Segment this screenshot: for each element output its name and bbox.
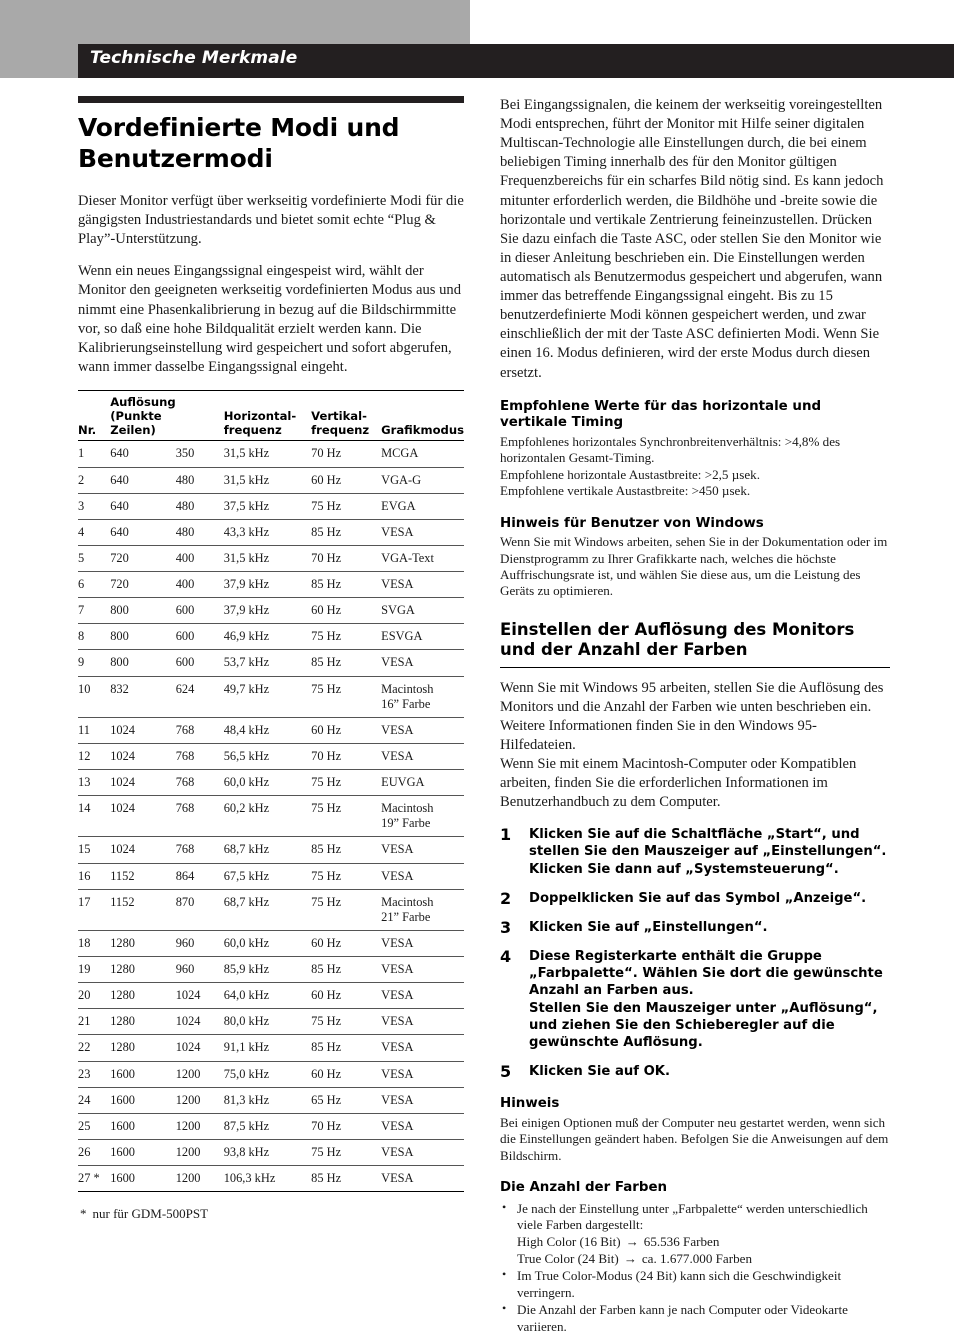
- table-row: [78, 717, 464, 743]
- cell-graphics-mode: EUVGA: [381, 770, 464, 796]
- col-header-nr: Nr.: [78, 395, 110, 441]
- settings-step: [500, 948, 890, 1051]
- cell-nr: 17: [78, 889, 110, 930]
- bullet-text: Im True Color-Modus (24 Bit) kann sich die Geschwindigkeit verringern.: [517, 1268, 842, 1300]
- settings-step: [500, 1063, 890, 1080]
- col-header-lines: [176, 395, 224, 441]
- table-row: [78, 598, 464, 624]
- step-number: 1: [500, 825, 512, 845]
- bullet-text: Die Anzahl der Farben kann je nach Computer oder Videokarte variieren.: [517, 1302, 848, 1334]
- step-text-continued: Stellen Sie den Mauszeiger unter „Auflösung“, und ziehen Sie den Schieberegler auf die gewünschte Auflösung.: [529, 1000, 878, 1050]
- cell-horizontal-frequency: 87,5 kHz: [224, 1113, 311, 1139]
- cell-horizontal-frequency: 46,9 kHz: [224, 624, 311, 650]
- cell-lines: 480: [176, 493, 224, 519]
- cell-nr: 15: [78, 837, 110, 863]
- table-row: [78, 467, 464, 493]
- cell-nr: 14: [78, 796, 110, 837]
- cell-vertical-frequency: 60 Hz: [311, 983, 381, 1009]
- cell-horizontal-frequency: 37,9 kHz: [224, 598, 311, 624]
- col-header-horizontal: [224, 395, 311, 441]
- cell-lines: 960: [176, 930, 224, 956]
- cell-lines: 600: [176, 624, 224, 650]
- cell-vertical-frequency: 85 Hz: [311, 650, 381, 676]
- cell-dots: 640: [110, 467, 176, 493]
- cell-nr: 3: [78, 493, 110, 519]
- cell-dots: 1024: [110, 837, 176, 863]
- hinweis-text: Bei einigen Optionen muß der Computer neu gestartet werden, wenn sich die Einstellungen geändert haben. Befolgen Sie die Anweisungen auf dem Bildschirm.: [500, 1114, 889, 1163]
- cell-graphics-mode: VESA: [381, 1061, 464, 1087]
- col-header-horizontal-line1: Horizontal-: [223, 409, 297, 424]
- intro-paragraph-2: Wenn ein neues Eingangssignal eingespeist wird, wählt der Monitor den geeigneten werkseitig vordefinierten Modus aus und nimmt eine Phasenkalibrierung in bezug auf die Bildschirmmitte vor, so daß eine hohe Bildqualität erzielt werden kann. Die Kalibrierungseinstellung wird gespeichert und sofort abgerufen, wann immer dasselbe Eingangssignal eingeht.: [78, 263, 461, 375]
- cell-graphics-mode: VESA: [381, 1166, 464, 1192]
- settings-steps-list: [500, 826, 890, 1080]
- step-text: Klicken Sie auf die Schaltfläche „Start“, und stellen Sie den Mauszeiger auf „Einstellungen“. Klicken Sie dann auf „Systemsteuerung“.: [529, 827, 887, 877]
- cell-lines: 600: [176, 598, 224, 624]
- cell-horizontal-frequency: 31,5 kHz: [224, 467, 311, 493]
- bullet-dot-icon: •: [502, 1199, 507, 1214]
- cell-lines: 768: [176, 770, 224, 796]
- bullet-text: Je nach der Einstellung unter „Farbpalette“ werden unterschiedlich viele Farben dargestellt:: [517, 1200, 868, 1233]
- cell-graphics-mode: VESA: [381, 1035, 464, 1061]
- table-row: [78, 572, 464, 598]
- cell-graphics-mode: VESA: [381, 1087, 464, 1113]
- table-footnote: [78, 1206, 464, 1222]
- graphics-mode-line2: 16” Farbe: [381, 696, 431, 711]
- table-row: [78, 957, 464, 983]
- cell-vertical-frequency: 75 Hz: [311, 493, 381, 519]
- cell-graphics-mode: VESA: [381, 837, 464, 863]
- bullet-dot-icon: •: [502, 1267, 507, 1282]
- cell-nr: 1: [78, 441, 110, 467]
- table-row: [78, 1061, 464, 1087]
- cell-vertical-frequency: 75 Hz: [311, 676, 381, 717]
- cell-vertical-frequency: 60 Hz: [311, 930, 381, 956]
- table-row: [78, 1009, 464, 1035]
- cell-dots: 1152: [110, 863, 176, 889]
- cell-dots: 1600: [110, 1113, 176, 1139]
- cell-nr: 18: [78, 930, 110, 956]
- cell-dots: 1024: [110, 717, 176, 743]
- preset-modes-table: [78, 390, 464, 1192]
- step-text: Diese Registerkarte enthält die Gruppe „Farbpalette“. Wählen Sie dort die gewünschte Anzahl an Farben aus.: [529, 949, 883, 999]
- cell-graphics-mode: VESA: [381, 717, 464, 743]
- settings-step: [500, 826, 890, 877]
- cell-graphics-mode: VESA: [381, 957, 464, 983]
- page-title: Vordefinierte Modi und Benutzermodi: [78, 113, 400, 173]
- cell-vertical-frequency: 85 Hz: [311, 1035, 381, 1061]
- cell-dots: 1024: [110, 796, 176, 837]
- table-row: [78, 770, 464, 796]
- cell-horizontal-frequency: 53,7 kHz: [224, 650, 311, 676]
- table-head: [78, 390, 464, 440]
- cell-nr: 21: [78, 1009, 110, 1035]
- cell-vertical-frequency: 70 Hz: [311, 743, 381, 769]
- cell-nr: 4: [78, 519, 110, 545]
- settings-step: [500, 919, 890, 936]
- timing-line-1: Empfohlene horizontale Austastbreite: >2,5 µsek.: [500, 466, 761, 482]
- table-row: [78, 650, 464, 676]
- col-header-resolution-line3: Zeilen): [110, 423, 156, 438]
- timing-heading: Empfohlene Werte für das horizontale und vertikale Timing: [500, 398, 822, 431]
- farben-bullet-list: [500, 1201, 890, 1336]
- step-number: 3: [500, 917, 512, 937]
- table-row: [78, 441, 464, 467]
- step-text: Klicken Sie auf „Einstellungen“.: [529, 919, 768, 935]
- table-row: [78, 1113, 464, 1139]
- cell-vertical-frequency: 75 Hz: [311, 1009, 381, 1035]
- title-rule: [78, 96, 464, 103]
- cell-horizontal-frequency: 93,8 kHz: [224, 1139, 311, 1165]
- cell-horizontal-frequency: 48,4 kHz: [224, 717, 311, 743]
- cell-graphics-mode: [381, 796, 464, 837]
- cell-horizontal-frequency: 67,5 kHz: [224, 863, 311, 889]
- cell-graphics-mode: VESA: [381, 1009, 464, 1035]
- color-depth-label: True Color (24 Bit): [517, 1250, 619, 1266]
- cell-nr: 24: [78, 1087, 110, 1113]
- table-row: [78, 889, 464, 930]
- cell-dots: 1280: [110, 930, 176, 956]
- right-column: [500, 96, 890, 1337]
- cell-nr: 26: [78, 1139, 110, 1165]
- cell-horizontal-frequency: 43,3 kHz: [224, 519, 311, 545]
- cell-lines: 1200: [176, 1113, 224, 1139]
- cell-graphics-mode: VESA: [381, 983, 464, 1009]
- cell-dots: 640: [110, 493, 176, 519]
- cell-vertical-frequency: 75 Hz: [311, 624, 381, 650]
- cell-dots: 1600: [110, 1061, 176, 1087]
- arrow-right-icon: →: [623, 1250, 637, 1266]
- cell-dots: 1600: [110, 1139, 176, 1165]
- cell-graphics-mode: VESA: [381, 1139, 464, 1165]
- cell-nr: 22: [78, 1035, 110, 1061]
- cell-nr: 20: [78, 983, 110, 1009]
- cell-horizontal-frequency: 56,5 kHz: [224, 743, 311, 769]
- cell-graphics-mode: [381, 676, 464, 717]
- cell-horizontal-frequency: 49,7 kHz: [224, 676, 311, 717]
- cell-dots: 1600: [110, 1087, 176, 1113]
- color-depth-label: High Color (16 Bit): [517, 1233, 621, 1249]
- table-row: [78, 519, 464, 545]
- cell-nr: 11: [78, 717, 110, 743]
- table-row: [78, 1035, 464, 1061]
- cell-dots: 832: [110, 676, 176, 717]
- cell-horizontal-frequency: 31,5 kHz: [224, 441, 311, 467]
- cell-graphics-mode: VESA: [381, 572, 464, 598]
- cell-lines: 960: [176, 957, 224, 983]
- cell-vertical-frequency: 75 Hz: [311, 1139, 381, 1165]
- settings-step: [500, 890, 890, 907]
- cell-lines: 768: [176, 717, 224, 743]
- table-row: [78, 930, 464, 956]
- cell-graphics-mode: VGA-G: [381, 467, 464, 493]
- cell-vertical-frequency: 70 Hz: [311, 1113, 381, 1139]
- cell-horizontal-frequency: 31,5 kHz: [224, 545, 311, 571]
- cell-vertical-frequency: 60 Hz: [311, 467, 381, 493]
- cell-dots: 800: [110, 598, 176, 624]
- cell-vertical-frequency: 75 Hz: [311, 889, 381, 930]
- footnote-text: nur für GDM-500PST: [92, 1206, 209, 1222]
- table-row: [78, 837, 464, 863]
- cell-nr: 2: [78, 467, 110, 493]
- bullet-dot-icon: •: [502, 1301, 507, 1316]
- cell-horizontal-frequency: 91,1 kHz: [224, 1035, 311, 1061]
- step-text: Doppelklicken Sie auf das Symbol „Anzeige“.: [529, 890, 867, 906]
- cell-lines: 600: [176, 650, 224, 676]
- hinweis-heading: Hinweis: [500, 1096, 560, 1112]
- cell-dots: 1280: [110, 1009, 176, 1035]
- graphics-mode-line1: Macintosh: [381, 894, 434, 909]
- table-header-row: [78, 395, 464, 441]
- cell-graphics-mode: SVGA: [381, 598, 464, 624]
- cell-horizontal-frequency: 37,5 kHz: [224, 493, 311, 519]
- cell-lines: 864: [176, 863, 224, 889]
- cell-lines: 1200: [176, 1061, 224, 1087]
- graphics-mode-line2: 21” Farbe: [381, 909, 431, 924]
- cell-dots: 1600: [110, 1166, 176, 1192]
- cell-lines: 1200: [176, 1166, 224, 1192]
- cell-nr: 7: [78, 598, 110, 624]
- cell-dots: 800: [110, 624, 176, 650]
- cell-graphics-mode: VESA: [381, 863, 464, 889]
- cell-vertical-frequency: 70 Hz: [311, 441, 381, 467]
- footnote-star: *: [80, 1206, 87, 1222]
- cell-horizontal-frequency: 68,7 kHz: [224, 889, 311, 930]
- cell-lines: 768: [176, 743, 224, 769]
- cell-vertical-frequency: 60 Hz: [311, 598, 381, 624]
- cell-vertical-frequency: 75 Hz: [311, 796, 381, 837]
- windows-note-heading: Hinweis für Benutzer von Windows: [500, 515, 764, 531]
- col-header-vertical-line1: Vertikal-: [311, 409, 367, 424]
- farben-heading: Die Anzahl der Farben: [500, 1180, 668, 1196]
- table-row: [78, 1166, 464, 1192]
- cell-horizontal-frequency: 75,0 kHz: [224, 1061, 311, 1087]
- cell-graphics-mode: VESA: [381, 743, 464, 769]
- cell-nr: 5: [78, 545, 110, 571]
- farben-bullet-item: [500, 1302, 890, 1335]
- cell-lines: 768: [176, 796, 224, 837]
- cell-graphics-mode: VESA: [381, 930, 464, 956]
- cell-graphics-mode: EVGA: [381, 493, 464, 519]
- cell-vertical-frequency: 75 Hz: [311, 770, 381, 796]
- color-depth-value: 65.536 Farben: [643, 1233, 720, 1249]
- cell-vertical-frequency: 85 Hz: [311, 519, 381, 545]
- table-row: [78, 983, 464, 1009]
- cell-horizontal-frequency: 81,3 kHz: [224, 1087, 311, 1113]
- cell-lines: 1200: [176, 1139, 224, 1165]
- table-row: [78, 743, 464, 769]
- col-header-vertical: [311, 395, 381, 441]
- cell-lines: 480: [176, 519, 224, 545]
- table-row: [78, 676, 464, 717]
- cell-lines: 480: [176, 467, 224, 493]
- cell-nr: 23: [78, 1061, 110, 1087]
- cell-vertical-frequency: 85 Hz: [311, 837, 381, 863]
- cell-graphics-mode: VESA: [381, 650, 464, 676]
- cell-vertical-frequency: 70 Hz: [311, 545, 381, 571]
- cell-dots: 720: [110, 545, 176, 571]
- col-header-horizontal-line2: frequenz: [223, 423, 282, 438]
- step-number: 2: [500, 888, 512, 908]
- color-depth-value: ca. 1.677.000 Farben: [641, 1250, 753, 1266]
- cell-nr: 9: [78, 650, 110, 676]
- cell-nr: 25: [78, 1113, 110, 1139]
- arrow-right-icon: →: [625, 1233, 639, 1249]
- cell-dots: 640: [110, 441, 176, 467]
- cell-nr: 8: [78, 624, 110, 650]
- cell-lines: 400: [176, 545, 224, 571]
- cell-lines: 1024: [176, 1009, 224, 1035]
- table-body: [78, 441, 464, 1192]
- cell-nr: 6: [78, 572, 110, 598]
- settings-section-heading: Einstellen der Auflösung des Monitors und der Anzahl der Farben: [500, 620, 890, 668]
- left-column: [78, 96, 464, 1222]
- cell-dots: 800: [110, 650, 176, 676]
- cell-lines: 768: [176, 837, 224, 863]
- cell-horizontal-frequency: 106,3 kHz: [224, 1166, 311, 1192]
- cell-nr: 12: [78, 743, 110, 769]
- color-depth-row-b: [517, 1251, 890, 1268]
- cell-graphics-mode: VESA: [381, 1113, 464, 1139]
- cell-dots: 720: [110, 572, 176, 598]
- table-row: [78, 545, 464, 571]
- right-intro-paragraph: Bei Eingangssignalen, die keinem der werkseitig voreingestellten Modi entsprechen, führt der Monitor mit Hilfe seiner digitalen Multiscan-Technologie alle Einstellungen durch, die bei einem beliebigen Timing innerhalb des für den Monitor gültigen Frequenzbereichs für ein scharfes Bild nötig sind. Es kann jedoch mitunter erforderlich werden, die Bildhöhe und -breite sowie die horizontale und vertikale Zentrierung feineinzustellen. Drücken Sie dazu einfach die Taste ASC, oder stellen Sie den Monitor wie in dieser Anleitung beschrieben ein. Die Einstellungen werden automatisch als Benutzermodus gespeichert und abgerufen, wann immer das betreffende Eingangssignal eingeht. Bis zu 15 benutzerdefinierte Modi können gespeichert werden, und zwar einschließlich der mit der Taste ASC definierten Modi. Wenn Sie einen 16. Modus definieren, wird der erste Modus durch diesen ersetzt.: [500, 97, 884, 381]
- farben-bullet-item: [500, 1268, 890, 1301]
- cell-nr: 19: [78, 957, 110, 983]
- step-number: 5: [500, 1062, 512, 1082]
- cell-horizontal-frequency: 64,0 kHz: [224, 983, 311, 1009]
- cell-vertical-frequency: 85 Hz: [311, 957, 381, 983]
- cell-horizontal-frequency: 80,0 kHz: [224, 1009, 311, 1035]
- cell-nr: 10: [78, 676, 110, 717]
- cell-lines: 870: [176, 889, 224, 930]
- col-header-vertical-line2: frequenz: [311, 423, 370, 438]
- cell-vertical-frequency: 60 Hz: [311, 717, 381, 743]
- cell-horizontal-frequency: 37,9 kHz: [224, 572, 311, 598]
- cell-lines: 624: [176, 676, 224, 717]
- table-row: [78, 624, 464, 650]
- step-text: Klicken Sie auf OK.: [529, 1064, 671, 1080]
- cell-lines: 1200: [176, 1087, 224, 1113]
- cell-lines: 400: [176, 572, 224, 598]
- table-row: [78, 863, 464, 889]
- cell-dots: 640: [110, 519, 176, 545]
- cell-lines: 1024: [176, 983, 224, 1009]
- table-row: [78, 1087, 464, 1113]
- cell-horizontal-frequency: 60,0 kHz: [224, 930, 311, 956]
- cell-dots: 1280: [110, 957, 176, 983]
- intro-paragraph-1: Dieser Monitor verfügt über werkseitig vordefinierte Modi für die gängigsten Industriestandards und bietet somit echte “Plug & Play”-Unterstützung.: [78, 193, 464, 248]
- graphics-mode-line2: 19” Farbe: [381, 816, 431, 831]
- farben-bullet-item: [500, 1201, 890, 1268]
- table-row: [78, 796, 464, 837]
- cell-vertical-frequency: 85 Hz: [311, 1166, 381, 1192]
- col-header-resolution-line1: Auflösung: [110, 394, 176, 409]
- cell-horizontal-frequency: 60,0 kHz: [224, 770, 311, 796]
- graphics-mode-line1: Macintosh: [381, 801, 434, 816]
- cell-dots: 1280: [110, 983, 176, 1009]
- graphics-mode-line1: Macintosh: [381, 681, 434, 696]
- cell-vertical-frequency: 65 Hz: [311, 1087, 381, 1113]
- running-header-title: Technische Merkmale: [90, 48, 298, 68]
- cell-dots: 1024: [110, 743, 176, 769]
- cell-vertical-frequency: 75 Hz: [311, 863, 381, 889]
- col-header-resolution-line2: (Punkte: [110, 409, 162, 424]
- cell-graphics-mode: [381, 889, 464, 930]
- cell-horizontal-frequency: 68,7 kHz: [224, 837, 311, 863]
- cell-vertical-frequency: 85 Hz: [311, 572, 381, 598]
- cell-horizontal-frequency: 85,9 kHz: [224, 957, 311, 983]
- timing-line-0: Empfohlenes horizontales Synchronbreitenverhältnis: >4,8% des horizontalen Gesamt-Timing.: [500, 433, 841, 466]
- cell-graphics-mode: VGA-Text: [381, 545, 464, 571]
- cell-graphics-mode: MCGA: [381, 441, 464, 467]
- cell-graphics-mode: ESVGA: [381, 624, 464, 650]
- cell-vertical-frequency: 60 Hz: [311, 1061, 381, 1087]
- cell-nr: 27 *: [78, 1166, 110, 1192]
- cell-nr: 16: [78, 863, 110, 889]
- cell-graphics-mode: VESA: [381, 519, 464, 545]
- cell-dots: 1024: [110, 770, 176, 796]
- cell-horizontal-frequency: 60,2 kHz: [224, 796, 311, 837]
- color-depth-row-a: [517, 1234, 890, 1251]
- settings-text-2: Wenn Sie mit einem Macintosh-Computer oder Kompatiblen arbeiten, finden Sie die erforderlichen Informationen im Benutzerhandbuch zu dem Computer.: [500, 756, 857, 811]
- cell-lines: 1024: [176, 1035, 224, 1061]
- step-number: 4: [500, 947, 512, 967]
- cell-dots: 1280: [110, 1035, 176, 1061]
- windows-note-text: Wenn Sie mit Windows arbeiten, sehen Sie in der Dokumentation oder im Dienstprogramm zu Ihrer Grafikkarte nach, welches die höchste Auffrischungsrate ist, und wählen Sie diese aus, um die Leistung des Geräts zu optimieren.: [500, 534, 888, 599]
- timing-line-2: Empfohlene vertikale Austastbreite: >450 µsek.: [500, 483, 751, 499]
- cell-dots: 1152: [110, 889, 176, 930]
- table-row: [78, 493, 464, 519]
- col-header-graphics: Grafikmodus: [381, 395, 464, 441]
- cell-nr: 13: [78, 770, 110, 796]
- cell-lines: 350: [176, 441, 224, 467]
- col-header-resolution: [110, 395, 176, 441]
- table-row: [78, 1139, 464, 1165]
- settings-text-1: Wenn Sie mit Windows 95 arbeiten, stellen Sie die Auflösung des Monitors und die Anzahl der Farben wie unten beschrieben ein. Weitere Informationen finden Sie in den Windows 95-Hilfedateien.: [500, 679, 884, 753]
